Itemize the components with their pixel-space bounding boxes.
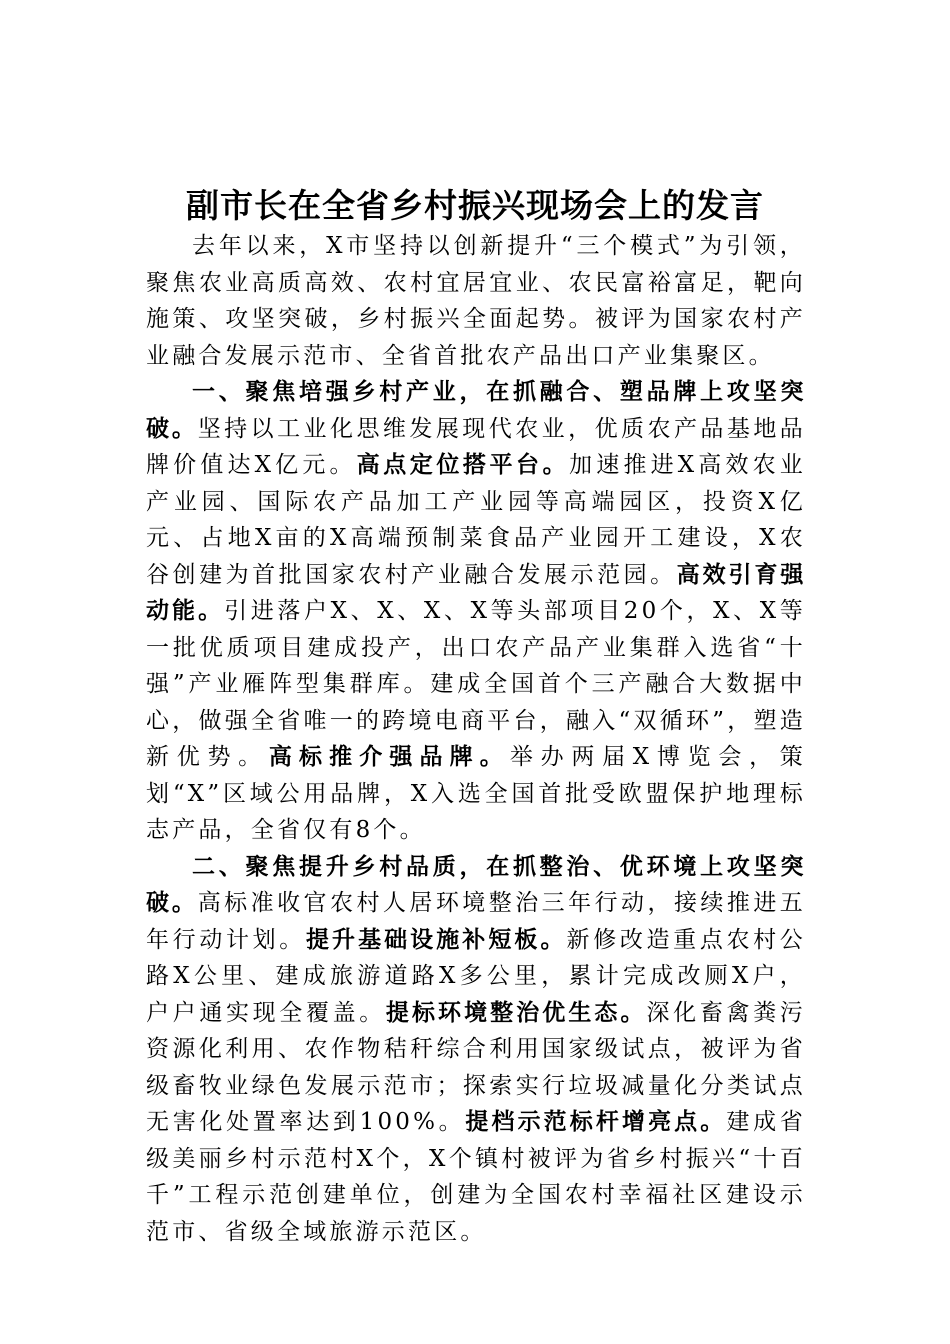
section-1-subheading-1: 高点定位搭平台。 [356,452,570,478]
section-2-text-1: 高标准收官农村人居环境整治三年行动，接续推进五年行动计划。 [146,890,806,953]
document-body [146,228,806,1250]
section-2-heading: 二、聚焦提升乡村品质，在抓整治、优环境上攻坚突破。 [146,853,806,916]
section-2-subheading-3: 提档示范标杆增亮点。 [465,1109,727,1135]
section-1-heading: 一、聚焦培强乡村产业，在抓融合、塑品牌上攻坚突破。 [146,379,806,442]
section-1-text-2: 加速推进X高效农业产业园、国际农产品加工产业园等高端园区，投资X亿元、占地X亩的X高端预制菜食品产业园开工建设，X农谷创建为首批国家农村产业融合发展示范园。 [146,452,806,588]
intro-paragraph: 去年以来，X市坚持以创新提升“三个模式”为引领，聚焦农业高质高效、农村宜居宜业、农民富裕富足，靶向施策、攻坚突破，乡村振兴全面起势。被评为国家农村产业融合发展示范市、全省首批农产品出口产业集聚区。 [146,233,806,369]
section-1-text-4: 举办两届X博览会，策划“X”区域公用品牌，X入选全国首批受欧盟保护地理标志产品，全省仅有8个。 [146,744,806,843]
section-1-text-1: 坚持以工业化思维发展现代农业，优质农产品基地品牌价值达X亿元。 [146,415,806,478]
section-2-text-2: 新修改造重点农村公路X公里、建成旅游道路X多公里，累计完成改厕X户，户户通实现全覆盖。 [146,926,806,1026]
section-1-subheading-3: 高标推介强品牌。 [268,744,510,770]
section-1-text-3: 引进落户X、X、X、X等头部项目20个，X、X等一批优质项目建成投产，出口农产品产业集群入选省“十强”产业雁阵型集群库。建成全国首个三产融合大数据中心，做强全省唯一的跨境电商平台，融入“双循环”，塑造新优势。 [146,598,806,770]
section-2-paragraph [146,849,806,1251]
section-1-subheading-2: 高效引育强动能。 [146,561,807,624]
section-2-subheading-1: 提升基础设施补短板。 [305,926,567,953]
document-title: 副市长在全省乡村振兴现场会上的发言 [186,186,764,226]
section-2-text-4: 建成省级美丽乡村示范村X个，X个镇村被评为省乡村振兴“十百千”工程示范创建单位，创建为全国农村幸福社区建设示范市、省级全域旅游示范区。 [146,1109,806,1245]
section-1-paragraph [146,374,806,849]
section-2-subheading-2: 提标环境整治优生态。 [385,999,647,1026]
section-2-text-3: 深化畜禽粪污资源化利用、农作物秸秆综合利用国家级试点，被评为省级畜牧业绿色发展示范市；探索实行垃圾减量化分类试点无害化处置率达到100%。 [146,999,806,1135]
